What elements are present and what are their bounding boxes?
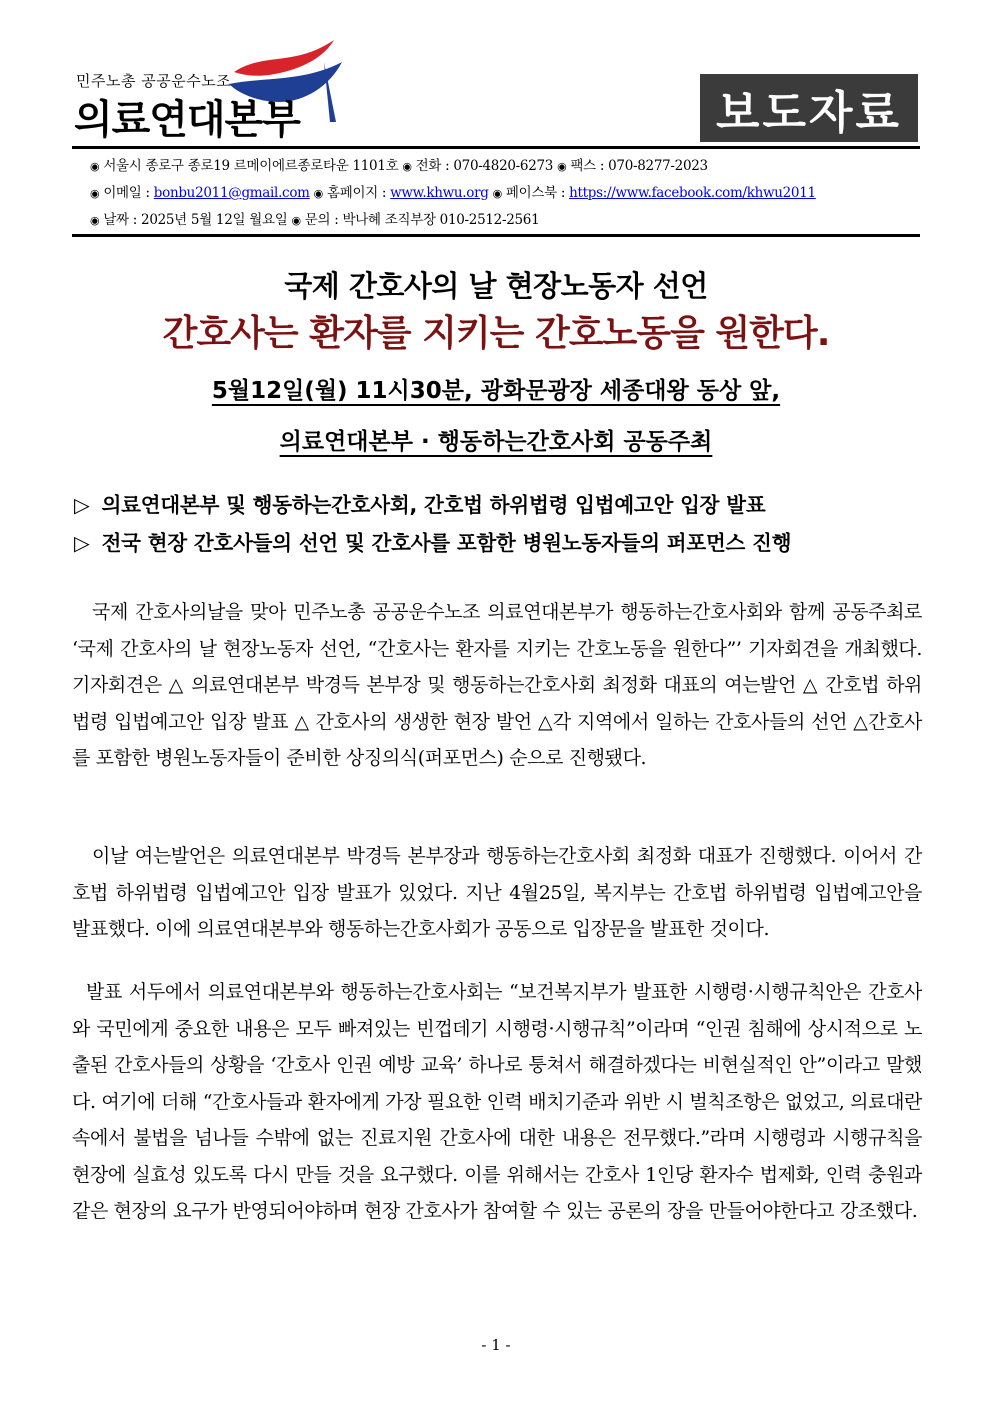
bullet-icon: ◉ — [90, 214, 100, 227]
bullet-icon: ◉ — [90, 187, 100, 200]
contact-line-3 — [90, 208, 539, 228]
org-subtitle: 민주노총 공공운수노조 — [76, 72, 232, 90]
contact-person-text: 문의 : 박나혜 조직부장 010-2512-2561 — [304, 212, 540, 228]
body-paragraph-1: 국제 간호사의날을 맞아 민주노총 공공운수노조 의료연대본부가 행동하는간호사회와 함께 공동주최로 ‘국제 간호사의 날 현장노동자 선언, “간호사는 환자를 지키는 간호노동을 원한다”’ 기자회견을 개최했다. 기자회견은 △ 의료연대본부 박경득 본부장 및 행동하는간호사회 최정화 대표의 여는발언 △ 간호법 하위법령 입법예고안 입장 발표 △ 간호사의 생생한 현장 발언 △각 지역에서 일하는 간호사들의 선언 △간호사를 포함한 병원노동자들이 준비한 상징의식(퍼포먼스) 순으로 진행됐다. — [72, 601, 922, 769]
bullet-icon: ◉ — [313, 187, 323, 200]
header-divider-top — [72, 146, 920, 149]
facebook-label: 페이스북 : — [505, 185, 570, 201]
facebook-link[interactable]: https://www.facebook.com/khwu2011 — [569, 185, 816, 201]
date-text: 날짜 : 2025년 5월 12일 월요일 — [103, 212, 288, 228]
header-divider-bottom — [72, 234, 920, 237]
page-number: - 1 - — [481, 1336, 511, 1354]
contact-line-1 — [90, 154, 708, 174]
fax-text: 팩스 : 070-8277-2023 — [570, 158, 708, 174]
org-name: 의료연대본부 — [74, 97, 300, 143]
triangle-marker-icon: ▷ — [74, 531, 90, 555]
press-release-badge: 보도자료 — [700, 74, 918, 142]
contact-line-2 — [90, 181, 816, 201]
headline-time-place: 5월12일(월) 11시30분, 광화문광장 세종대왕 동상 앞, — [211, 378, 781, 404]
email-label: 이메일 : — [103, 185, 154, 201]
bullet-icon: ◉ — [402, 160, 412, 173]
phone-text: 전화 : 070-4820-6273 — [415, 158, 554, 174]
bullet-icon: ◉ — [291, 214, 301, 227]
summary-point: ▷ 전국 현장 간호사들의 선언 및 간호사를 포함한 병원노동자들의 퍼포먼스 진행 — [74, 531, 792, 555]
triangle-marker-icon: ▷ — [74, 493, 90, 517]
email-link[interactable]: bonbu2011@gmail.com — [153, 185, 310, 201]
bullet-icon: ◉ — [492, 187, 502, 200]
bullet-icon: ◉ — [90, 160, 100, 173]
homepage-link[interactable]: www.khwu.org — [390, 185, 489, 201]
homepage-label: 홈페이지 : — [326, 185, 391, 201]
org-logo — [74, 32, 364, 142]
bullet-icon: ◉ — [557, 160, 567, 173]
body-paragraph-2: 이날 여는발언은 의료연대본부 박경득 본부장과 행동하는간호사회 최정화 대표가 진행했다. 이어서 간호법 하위법령 입법예고안 입장 발표가 있었다. 지난 4월25일, 복지부는 간호법 하위법령 입법예고안을 발표했다. 이에 의료연대본부와 행동하는간호사회가 공동으로 입장문을 발표한 것이다. — [72, 845, 922, 940]
headline-main: 간호사는 환자를 지키는 간호노동을 원한다. — [162, 313, 830, 354]
body-paragraph-3: 발표 서두에서 의료연대본부와 행동하는간호사회는 “보건복지부가 발표한 시행령·시행규칙안은 간호사와 국민에게 중요한 내용은 모두 빠져있는 빈껍데기 시행령·시행규칙”이라며 “인권 침해에 상시적으로 노출된 간호사들의 상황을 ‘간호사 인권 예방 교육’ 하나로 퉁쳐서 해결하겠다는 비현실적인 안”이라고 말했다. 여기에 더해 “간호사들과 환자에게 가장 필요한 인력 배치기준과 위반 시 벌칙조항은 없었고, 의료대란 속에서 불법을 넘나들 수밖에 없는 진료지원 간호사에 대한 내용은 전무했다.”라며 시행령과 시행규칙을 현장에 실효성 있도록 다시 만들 것을 요구했다. 이를 위해서는 간호사 1인당 환자수 법제화, 인력 충원과 같은 현장의 요구가 반영되어야하며 현장 간호사가 참여할 수 있는 공론의 장을 만들어야한다고 강조했다. — [72, 981, 922, 1222]
summary-point: ▷ 의료연대본부 및 행동하는간호사회, 간호법 하위법령 입법예고안 입장 발표 — [74, 493, 766, 517]
headline-hosts: 의료연대본부 · 행동하는간호사회 공동주최 — [279, 429, 713, 455]
headline-event: 국제 간호사의 날 현장노동자 선언 — [284, 269, 708, 303]
address-text: 서울시 종로구 종로19 르메이에르종로타운 1101호 — [103, 158, 399, 174]
